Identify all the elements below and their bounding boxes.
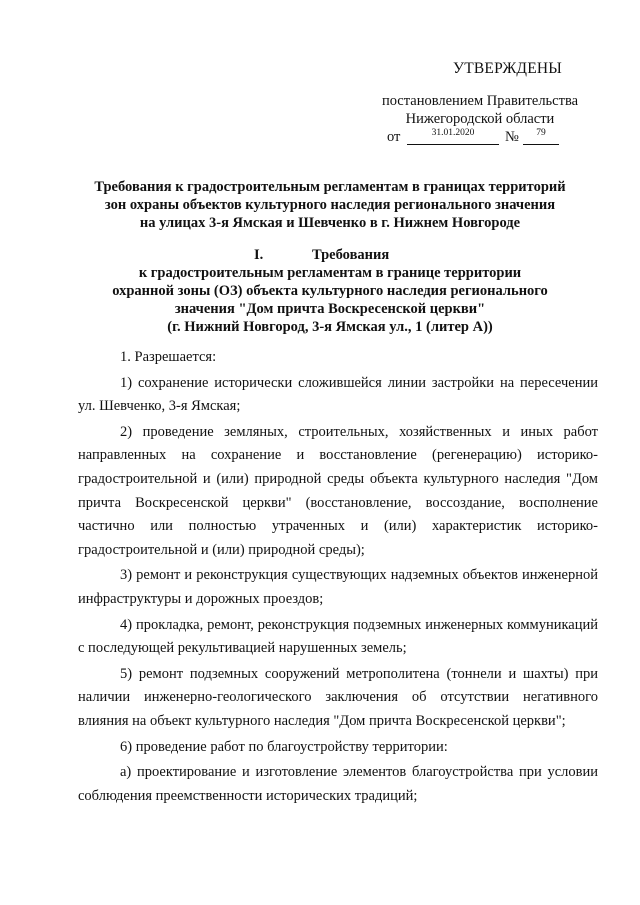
date-underline [407, 128, 499, 145]
document-body [78, 346, 598, 808]
paragraph-item-2: 2) проведение земляных, строительных, хозяйственных и иных работ направленных на сохранение и восстановление (регенерацию) историко-градостроительной и (или) природной среды объекта культурного наследия "Дом причта Воскресенской церкви" (восстановление, воссоздание, восполнение частично или полностью утраченных и (или) характеристик историко-градостроительной и (или) природной среды); [78, 423, 598, 558]
section-line-3: охранной зоны (ОЗ) объекта культурного наследия регионального [112, 283, 548, 299]
section-line-2: к градостроительным регламентам в границе территории [138, 265, 522, 281]
number-underline [523, 128, 559, 145]
paragraph-item-6: 6) проведение работ по благоустройству территории: [120, 738, 448, 755]
approval-title: УТВЕРЖДЕНЫ [453, 60, 562, 77]
decree-date: 31.01.2020 [431, 128, 475, 138]
paragraph-item-1: 1) сохранение исторически сложившейся линии застройки на пересечении ул. Шевченко, 3-я Ямская; [78, 374, 598, 415]
approval-line-region: Нижегородской области [405, 111, 555, 127]
paragraph-permitted: 1. Разрешается: [120, 349, 217, 365]
from-label: от [387, 129, 401, 145]
section-heading [60, 246, 600, 336]
approval-line-decree: постановлением Правительства [381, 93, 579, 109]
number-sign: № [505, 129, 519, 145]
paragraph-item-3: 3) ремонт и реконструкция существующих надземных объектов инженерной инфраструктуры и дорожных проездов; [78, 567, 598, 607]
paragraph-item-4: 4) прокладка, ремонт, реконструкция подземных инженерных коммуникаций с последующей рекультивацией нарушенных земель; [78, 616, 598, 657]
section-title: Требования [312, 247, 390, 263]
heading-line-3: на улицах 3-я Ямская и Шевченко в г. Нижнем Новгороде [139, 215, 521, 231]
paragraph-item-5: 5) ремонт подземных сооружений метрополитена (тоннели и шахты) при наличии инженерно-геологического заключения об отсутствии негативного влияния на объект культурного наследия "Дом причта Воскресенской церкви"; [78, 665, 598, 729]
approval-block [360, 60, 600, 148]
heading-line-2: зон охраны объектов культурного наследия регионального значения [104, 197, 556, 213]
section-line-4: значения "Дом причта Воскресенской церкви" [174, 301, 486, 317]
paragraph-item-6a: а) проектирование и изготовление элементов благоустройства при условии соблюдения преемственности исторических традиций; [78, 764, 598, 804]
section-number: I. [254, 247, 264, 263]
section-title-row [60, 246, 600, 264]
heading-line-1: Требования к градостроительным регламентам в границах территорий [94, 179, 566, 195]
decree-number: 79 [536, 128, 546, 138]
document-heading [60, 178, 600, 232]
decree-date-number [387, 128, 600, 148]
section-line-5: (г. Нижний Новгород, 3-я Ямская ул., 1 (литер А)) [167, 319, 493, 335]
